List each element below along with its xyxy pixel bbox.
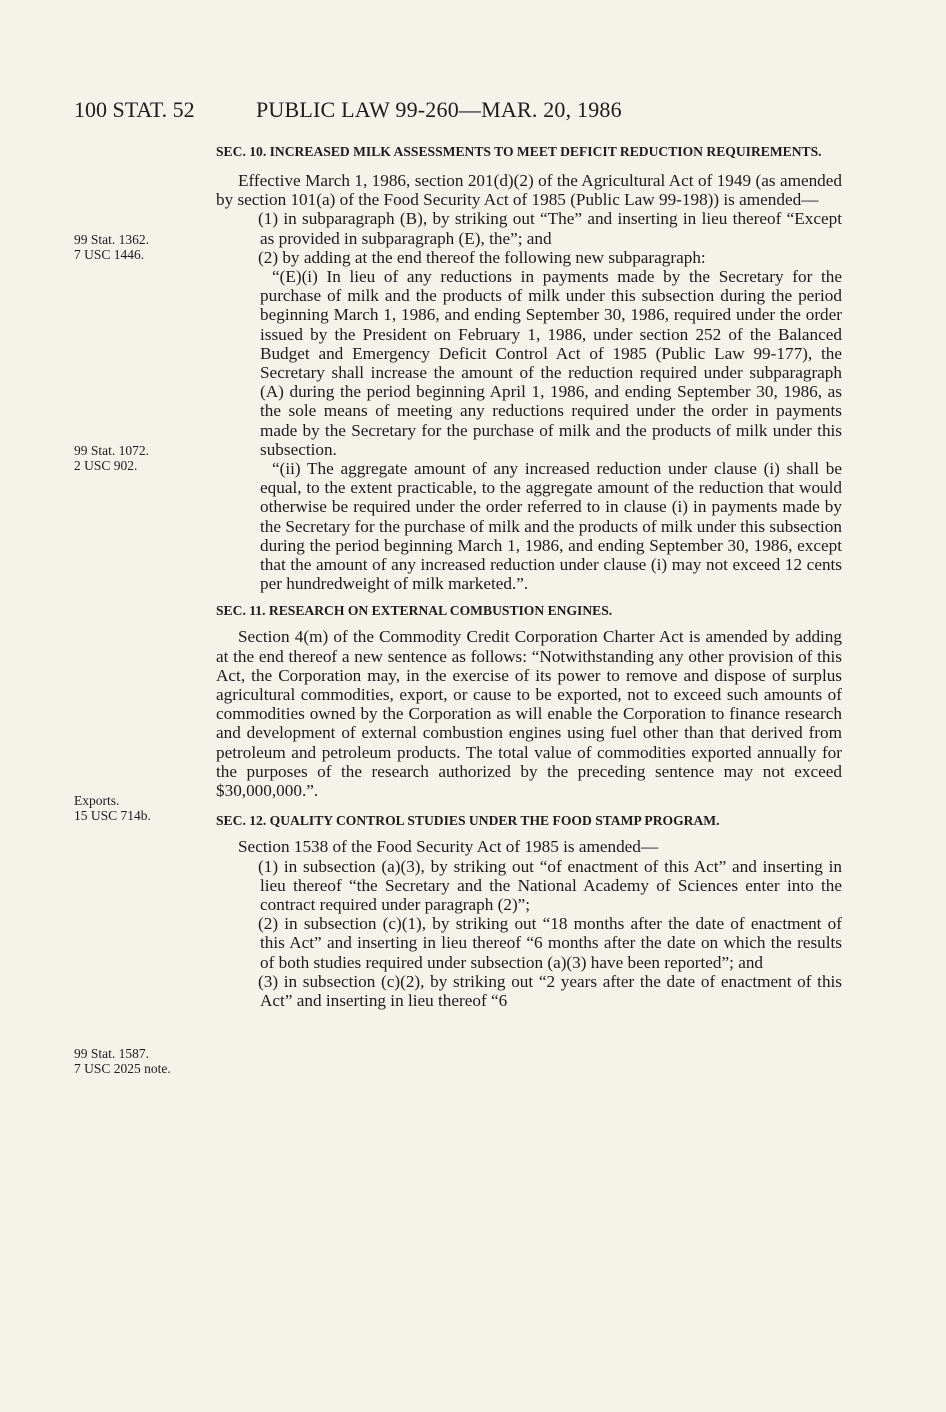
margin-note-line: Exports. <box>74 793 120 808</box>
margin-note-2 <box>74 443 149 473</box>
document-body <box>216 143 842 1010</box>
section-12-item-3: (3) in subsection (c)(2), by striking out “2 years after the date of enactment of this Act” and inserting in lieu thereof “6 <box>258 971 842 1010</box>
margin-note-line: 99 Stat. 1072. <box>74 443 150 458</box>
margin-note-1 <box>74 232 149 262</box>
margin-note-4 <box>74 1046 171 1076</box>
section-10-quote-e-i: “(E)(i) In lieu of any reductions in payments made by the Secretary for the purchase of milk and the products of milk under this subsection during the period beginning March 1, 1986, and ending September 30, 1986, required under the order issued by the President on February 1, 1986, under section 252 of the Balanced Budget and Emergency Deficit Control Act of 1985 (Public Law 99-177), the Secretary shall increase the amount of the reduction required under subparagraph (A) during the period beginning April 1, 1986, and ending September 30, 1986, as the sole means of meeting any reductions required under the order in payments made by the Secretary for the purchase of milk and the products of milk under this subsection. <box>260 267 842 459</box>
section-12-item-1: (1) in subsection (a)(3), by striking out “of enactment of this Act” and inserting in lieu thereof “the Secretary and the National Academy of Sciences enter into the contract required under paragraph (2)”; <box>258 856 842 914</box>
margin-note-line: 99 Stat. 1362. <box>74 232 150 247</box>
margin-note-line: 99 Stat. 1587. <box>74 1046 150 1061</box>
section-10-heading: SEC. 10. INCREASED MILK ASSESSMENTS TO MEET DEFICIT REDUCTION REQUIREMENTS. <box>216 144 822 159</box>
page-stat-citation: 100 STAT. 52 <box>74 97 195 122</box>
section-12-heading: SEC. 12. QUALITY CONTROL STUDIES UNDER THE FOOD STAMP PROGRAM. <box>216 813 720 829</box>
margin-note-line: 15 USC 714b. <box>74 808 151 823</box>
section-10-quote-ii: “(ii) The aggregate amount of any increased reduction under clause (i) shall be equal, to the extent practicable, to the aggregate amount of the reduction that would otherwise be required under the order referred to in clause (i) in payments made by the Secretary for the purchase of milk and the products of milk under this subsection during the period beginning March 1, 1986, and ending September 30, 1986, except that the amount of any increased reduction under clause (i) may not exceed 12 cents per hundredweight of milk marketed.”. <box>260 459 842 594</box>
section-12-item-2: (2) in subsection (c)(1), by striking out “18 months after the date of enactment of this Act” and inserting in lieu thereof “6 months after the date on which the results of both studies required under subsection (a)(3) have been reported”; and <box>258 914 842 972</box>
page-header-title: PUBLIC LAW 99-260—MAR. 20, 1986 <box>256 97 622 122</box>
section-10-item-1: (1) in subparagraph (B), by striking out “The” and inserting in lieu thereof “Except as provided in subparagraph (E), the”; and <box>258 209 842 248</box>
section-12-intro: Section 1538 of the Food Security Act of 1985 is amended— <box>238 837 659 857</box>
margin-note-line: 2 USC 902. <box>74 458 138 473</box>
margin-note-line: 7 USC 2025 note. <box>74 1061 171 1076</box>
margin-note-3 <box>74 793 151 823</box>
section-11-heading: SEC. 11. RESEARCH ON EXTERNAL COMBUSTION ENGINES. <box>216 603 613 619</box>
section-10-intro: Effective March 1, 1986, section 201(d)(2) of the Agricultural Act of 1949 (as amended by section 101(a) of the Food Security Act of 1985 (Public Law 99-198)) is amended— <box>216 171 842 210</box>
section-11-body: Section 4(m) of the Commodity Credit Corporation Charter Act is amended by adding at the end thereof a new sentence as follows: “Notwithstanding any other provision of this Act, the Corporation may, in the exercise of its power to remove and dispose of surplus agricultural commodities, export, or cause to be exported, not to exceed such amounts of commodities owned by the Corporation as will enable the Corporation to finance research and development of external combustion engines using fuel other than that derived from petroleum and petroleum products. The total value of commodities exported annually for the purposes of the research authorized by the preceding sentence may not exceed $30,000,000.”. <box>216 627 842 801</box>
section-10-item-2: (2) by adding at the end thereof the following new subparagraph: <box>258 247 706 267</box>
margin-note-line: 7 USC 1446. <box>74 247 145 262</box>
